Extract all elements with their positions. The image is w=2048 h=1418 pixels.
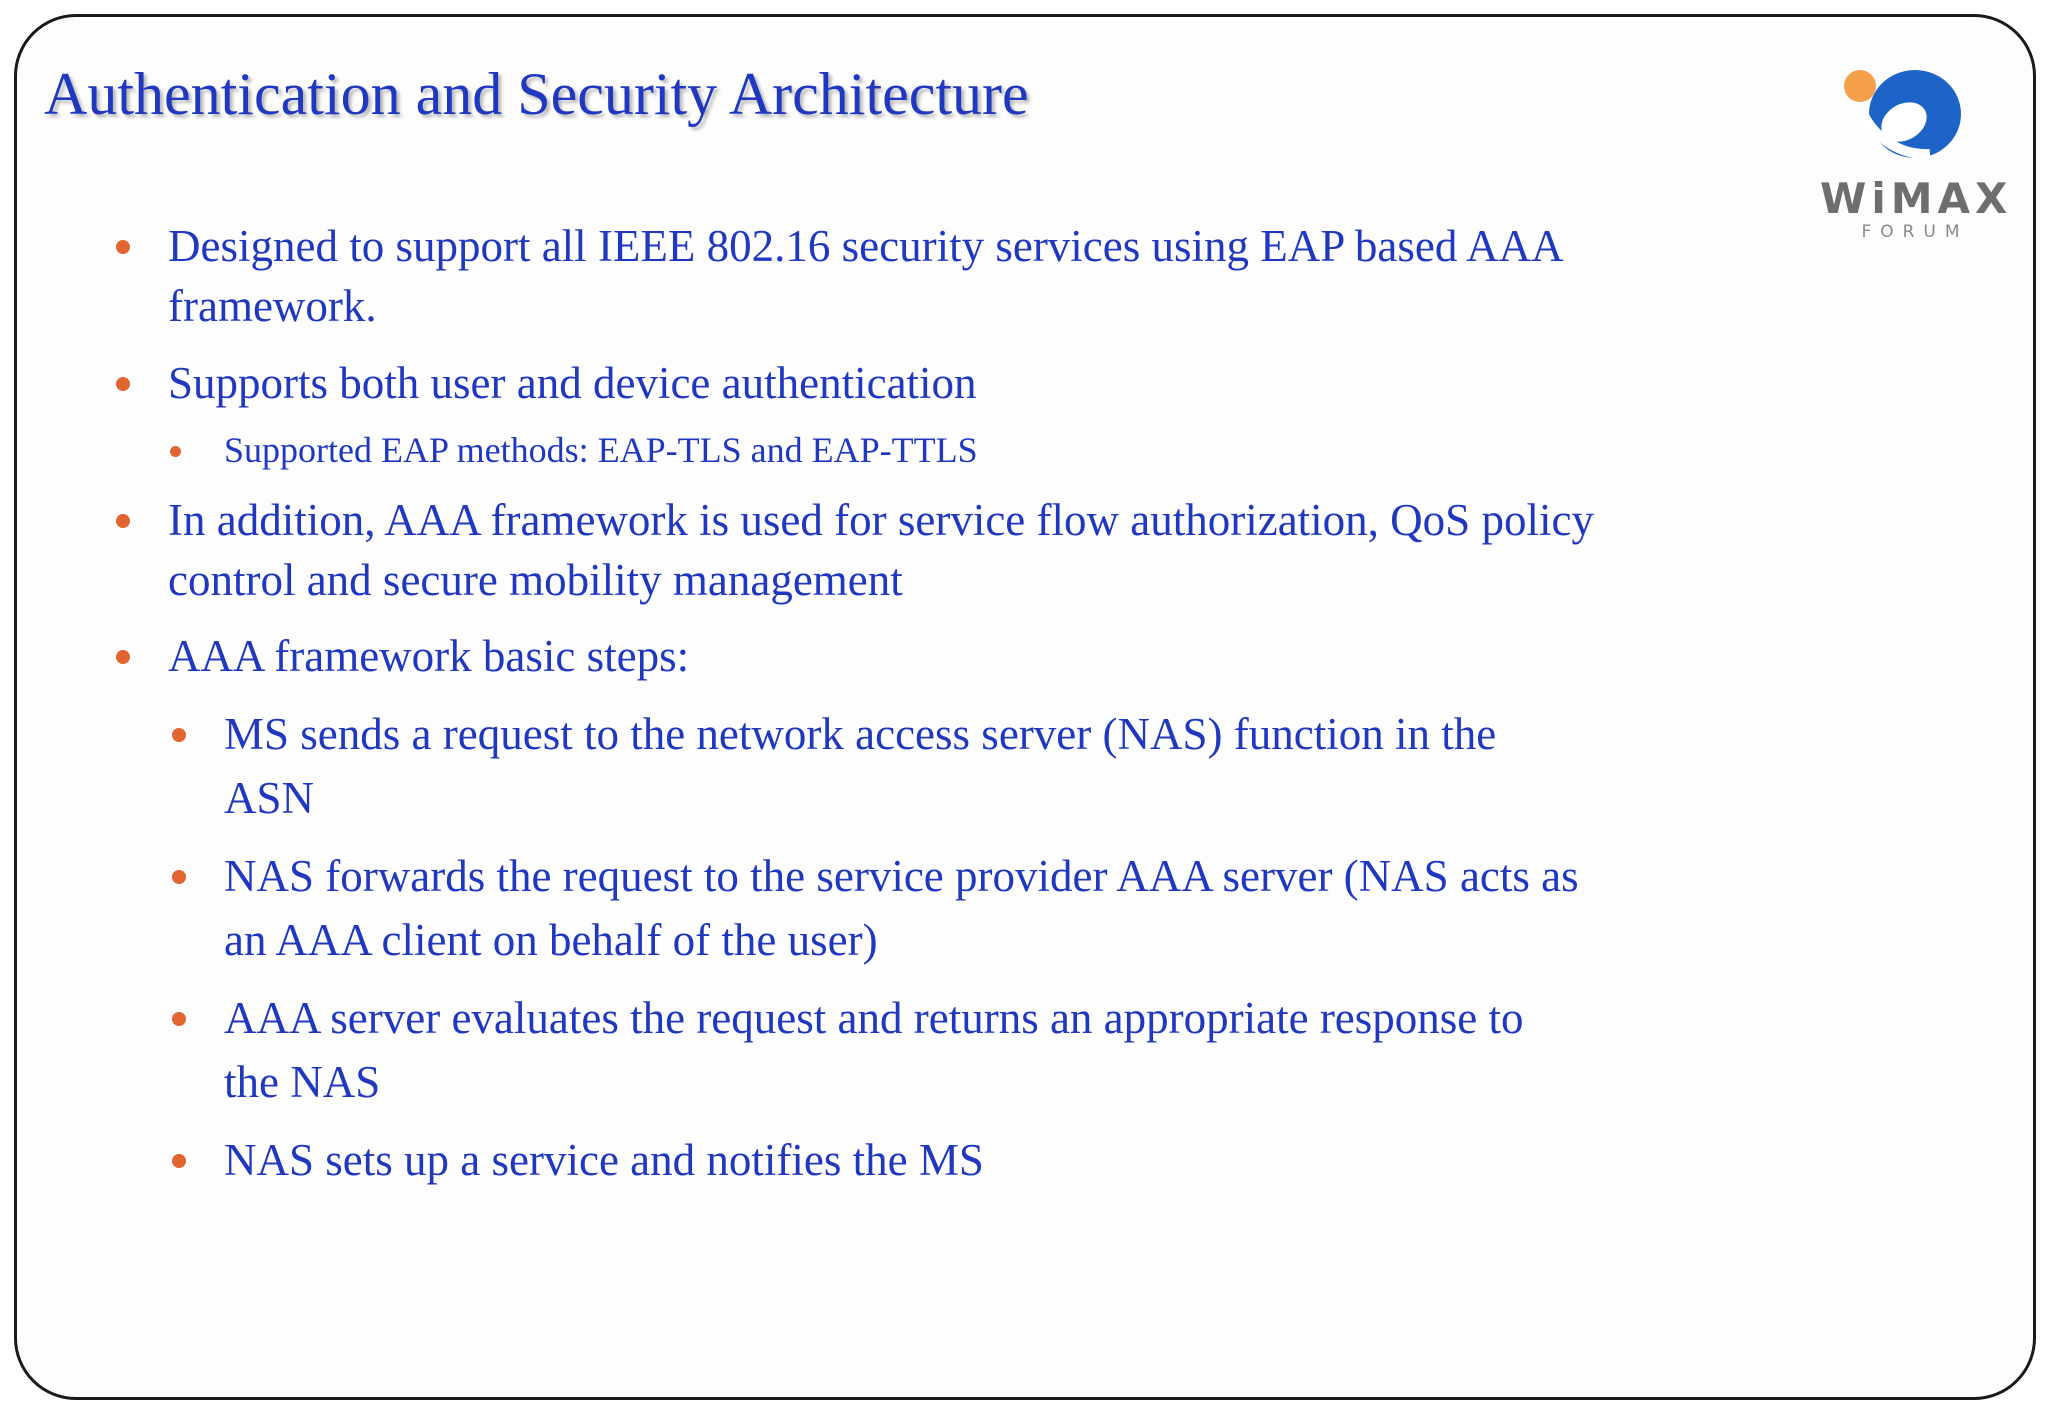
bullet-dot: [172, 1012, 186, 1026]
bullet-text: Supported EAP methods: EAP-TLS and EAP-TTLS: [224, 430, 978, 470]
logo-wordmark: WiMAX: [1820, 174, 2013, 223]
bullet-item: [168, 353, 977, 413]
bullet-item: [168, 626, 689, 686]
bullet-text: ASN: [224, 773, 315, 823]
bullet-dot: [116, 650, 130, 664]
slide-title: Authentication and Security Architecture: [44, 61, 1029, 127]
bullet-text: AAA framework basic steps:: [168, 631, 690, 681]
bullet-item: [224, 986, 1524, 1114]
bullet-text: the NAS: [224, 1057, 381, 1107]
bullet-text: AAA server evaluates the request and returns an appropriate response to: [224, 993, 1524, 1043]
bullet-item: [224, 702, 1496, 830]
bullet-text: an AAA client on behalf of the user): [224, 915, 878, 965]
bullet-text: Supports both user and device authentication: [168, 358, 977, 408]
bullet-text: In addition, AAA framework is used for service flow authorization, QoS policy: [168, 495, 1594, 545]
bullet-item: [168, 490, 1594, 610]
bullet-text: control and secure mobility management: [168, 555, 903, 605]
bullet-text: NAS forwards the request to the service provider AAA server (NAS acts as: [224, 851, 1579, 901]
bullet-item: [224, 1128, 984, 1192]
bullet-item: [224, 428, 978, 472]
bullet-item: [168, 216, 1564, 336]
bullet-dot: [172, 728, 186, 742]
logo-subtext: FORUM: [1861, 222, 1969, 242]
bullet-dot: [116, 377, 130, 391]
bullet-text: MS sends a request to the network access server (NAS) function in the: [224, 709, 1497, 759]
bullet-text: NAS sets up a service and notifies the MS: [224, 1135, 984, 1185]
bullet-dot: [172, 1154, 186, 1168]
bullet-dot: [172, 870, 186, 884]
bullet-text: Designed to support all IEEE 802.16 security services using EAP based AAA: [168, 221, 1564, 271]
bullet-dot: [116, 240, 130, 254]
bullet-text: framework.: [168, 281, 377, 331]
bullet-dot: [116, 514, 130, 528]
bullet-dot: [170, 446, 181, 457]
bullet-item: [224, 844, 1579, 972]
